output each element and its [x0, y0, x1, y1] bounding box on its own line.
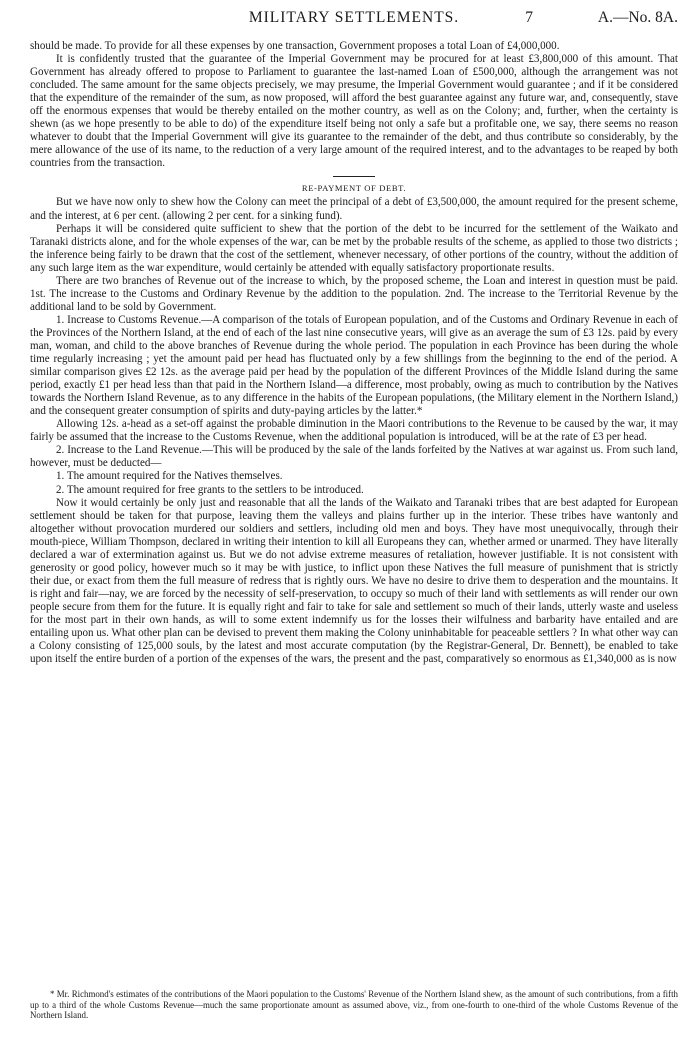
running-title: MILITARY SETTLEMENTS.: [248, 9, 460, 26]
document-reference: A.—No. 8A.: [597, 9, 678, 26]
paragraph-2: It is confidently trusted that the guarantee of the Imperial Government may be procured for at least £3,800,000 of this amount. That Government has already offered to propose to Parliament to guarantee the last-named Loan of £500,000, although the arrangement was not concluded. The same amount for the same objects precisely, we may presume, the Imperial Government would guarantee ; and if it be considered that the expenditure of the remainder of the sum, as now proposed, will afford the best guarantee against any future war, and, consequently, stave off the enormous expenses that would be thereby entailed on the mother country, as well as on the Colony; and, further, when the certainty is shewn (as we hope presently to be able to do) of the expenditure itself being not only a safe but a profitable one, we say, there seems no reason whatever to doubt that the Imperial Government will give its guarantee to the remainder of the debt, and thus contribute so considerably, by the mere allowance of the use of its name, to the reduction of a very large amount of the required interest, and to the advantages to be reaped by both countries from the transaction.: [30, 53, 678, 170]
paragraph-1: should be made. To provide for all these expenses by one transaction, Government proposes a total Loan of £4,000,000.: [30, 40, 560, 52]
paragraph-5: There are two branches of Revenue out of the increase to which, by the proposed scheme, the Loan and interest in question must be paid. 1st. The increase to the Customs and Ordinary Revenue by the addition to the population. 2nd. The increase to the Territorial Revenue by the additional land to be sold by Government.: [30, 274, 678, 313]
list-item-2: 2. The amount required for free grants to the settlers to be introduced.: [56, 483, 364, 496]
paragraph-8: 2. Increase to the Land Revenue.—This will be produced by the sale of the lands forfeited by the Natives at war against us. From such land, however, must be deducted—: [30, 444, 678, 470]
footnote-text: * Mr. Richmond's estimates of the contributions of the Maori population to the Customs' Revenue of the Northern Island shew, as the amount of such contributions, from a fifth up to a third of the whole Customs Revenue—much the same proportionate amount as assumed above, viz., from one-fourth to one-third of the whole Customs Revenue of the Northern Island.: [30, 989, 678, 1021]
paragraph-7: Allowing 12s. a-head as a set-off against the probable diminution in the Maori contributions to the Revenue to be caused by the war, it may fairly be assumed that the increase to the Customs Revenue, when the additional population is introduced, will be at the rate of £3 per head.: [30, 418, 678, 444]
section-divider: [333, 176, 375, 177]
paragraph-11: Now it would certainly be only just and reasonable that all the lands of the Waikato and Taranaki tribes that are best adapted for European settlement should be taken for that purpose, leaving them the valleys and plains further up in the interior. These tribes have wantonly and altogether without provocation murdered our soldiers and settlers, including old men and boys. They have most unequivocally, through their mouth-piece, William Thompson, declared in writing their intention to kill all Europeans they can, whether armed or unarmed. They have literally declared a war of extermination against us. But we do not advise extreme measures of retaliation, however justifiable. It is not consistent with generosity or good policy, however much so it may be with justice, to inflict upon these Natives the full measure of punishment that is strictly their due, or exact from them the full measure of redress that is rightly ours. We have no desire to drive them to desperation and the mountains. It is right and fair—nay, we are forced by the necessity of self-preservation, to occupy so much of their land with settlements as will render our own people secure from them for the future. It is equally right and fair to take for sale and settlement so much of their lands, utterly waste and useless for the most part in their own hands, as will to some extent indemnify us for the losses their wilfulness and barbarity have entailed and are entailing upon us. What other plan can be devised to prevent them making the Colony uninhabitable for peaceable settlers ? In what other way can a Colony consisting of 125,000 souls, by the latest and most accurate computation (by the Registrar-General, Dr. Bennett), be enabled to take upon itself the entire burden of a portion of the expenses of the wars, the present and the past, comparatively so enormous as £1,340,000 as is now: [30, 496, 678, 666]
paragraph-4: Perhaps it will be considered quite sufficient to shew that the portion of the debt to be incurred for the settlement of the Waikato and Taranaki districts alone, and for the whole expenses of the war, can be met by the probable results of the scheme, as applied to those two districts ; the inference being fairly to be drawn that the cost of the settlement, whenever necessary, of other portions of the country, without the addition of any such large item as the war expenditure, would certainly be attended with equally satisfactory proportionate results.: [30, 222, 678, 274]
paragraph-6: 1. Increase to Customs Revenue.—A comparison of the totals of European population, and of the Customs and Ordinary Revenue in each of the Provinces of the Northern Island, at the end of each of the last nine consecutive years, will give as an average the sum of £3 12s. paid by every man, woman, and child to the above branches of Revenue during the whole period. The population in each Province has been during the whole time regularly increasing ; yet the amount paid per head has fluctuated only by a few shillings from the beginning to the end of the period. A similar comparison gives £2 12s. as the average paid per head by the population of the different Provinces of the Middle Island during the same period, exactly £1 per head less than that paid in the Northern Island—a difference, most probably, owing as much to contribution by the Natives towards the Northern Island Revenue, as to any difference in the habits of the European populations, (the Military element in the Northern Island,) and the consequent greater consumption of spirits and duty-paying articles by the latter.*: [30, 313, 678, 418]
list-item-1: 1. The amount required for the Natives themselves.: [56, 470, 283, 483]
page-number: 7: [525, 9, 533, 26]
section-heading: RE-PAYMENT OF DEBT.: [301, 183, 407, 194]
page-header: [30, 0, 678, 40]
paragraph-3: But we have now only to shew how the Colony can meet the principal of a debt of £3,500,000, the amount required for the present scheme, and the interest, at 6 per cent. (allowing 2 per cent. for a sinking fund).: [30, 196, 678, 222]
body-text: [30, 40, 678, 666]
footnote: [30, 989, 678, 1021]
